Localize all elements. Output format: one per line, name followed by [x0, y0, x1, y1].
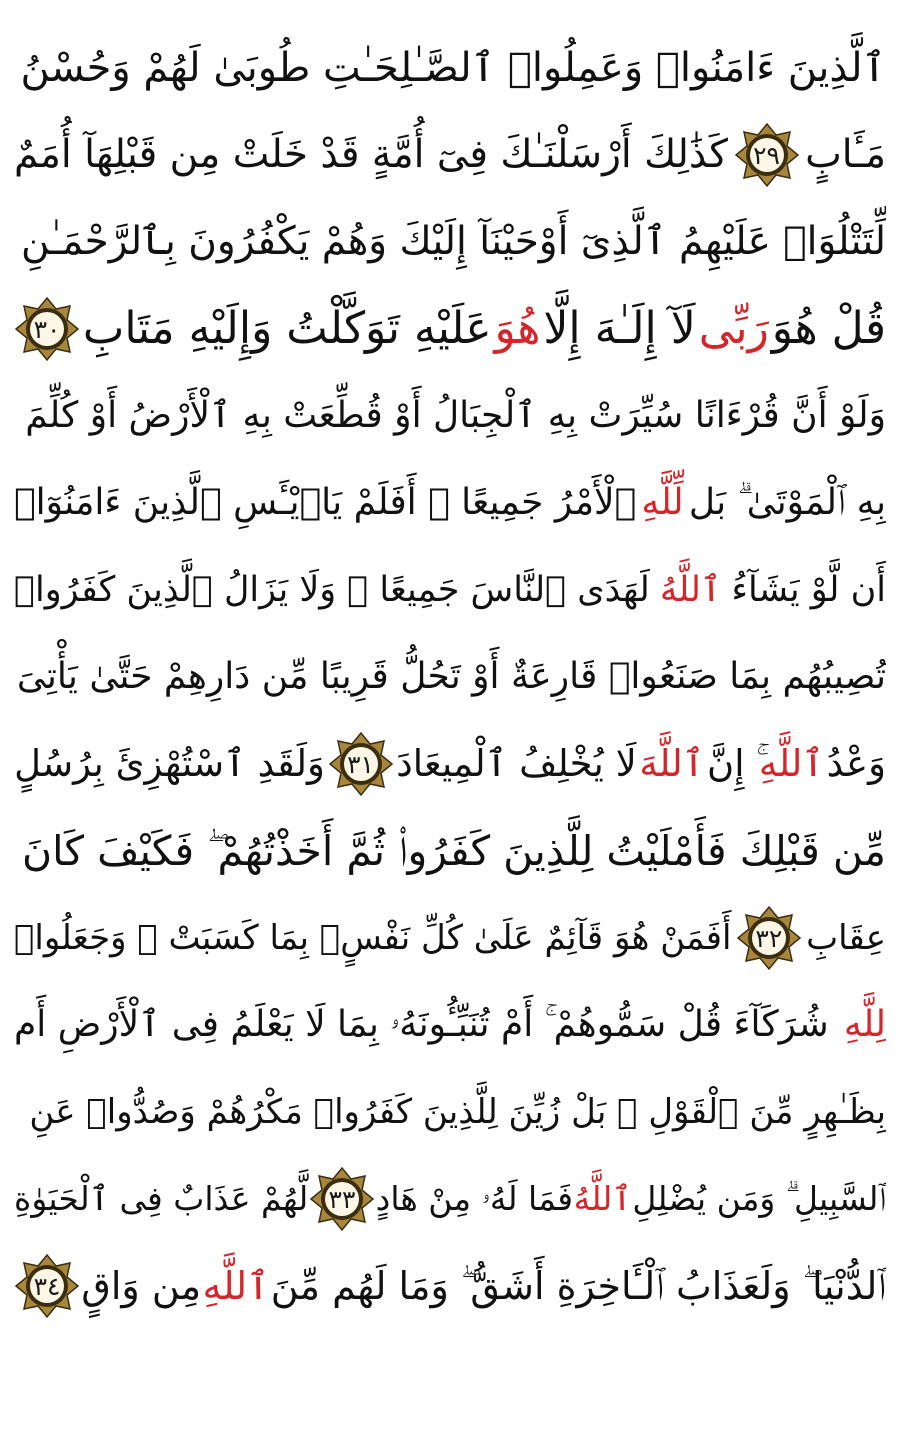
verse-line [14, 200, 886, 284]
verse-line [14, 548, 886, 632]
ayah-number: ٣٤ [33, 1271, 61, 1301]
ayah-number-marker [309, 1166, 375, 1232]
verse-text: ٱلدُّنْيَا ۖ وَلَعَذَابُ ٱلْـَٔاخِرَةِ أَشَقُّ ۖ وَمَا لَهُم مِّنَ [270, 1264, 886, 1308]
verse-text: ٱلَّذِينَ ءَامَنُوا۟ وَعَمِلُوا۟ ٱلصَّـٰلِحَـٰتِ طُوبَىٰ لَهُمْ وَحُسْنُ [20, 45, 886, 91]
verse-line [14, 113, 886, 197]
verse-line [14, 26, 886, 110]
divine-name-text: لِّلَّهِ [641, 482, 684, 523]
ayah-number: ٣٣ [328, 1184, 356, 1214]
verse-text: لِّتَتْلُوَا۟ عَلَيْهِمُ ٱلَّذِىٓ أَوْحَيْنَآ إِلَيْكَ وَهُمْ يَكْفُرُونَ بِٱلرَّحْمَـٰنِ [20, 219, 886, 264]
ayah-number-marker [328, 731, 394, 797]
verse-text: بِظَـٰهِرٍ مِّنَ ٱلْقَوْلِ ۗ بَلْ زُيِّنَ لِلَّذِينَ كَفَرُوا۟ مَكْرُهُمْ وَصُدُّوا۟ عَنِ [29, 1092, 886, 1132]
verse-text: وَلَقَدِ ٱسْتُهْزِئَ بِرُسُلٍ [14, 742, 325, 785]
verse-text: مِّن قَبْلِكَ فَأَمْلَيْتُ لِلَّذِينَ كَفَرُوا۟ ثُمَّ أَخَذْتُهُمْ ۖ فَكَيْفَ كَانَ [21, 827, 886, 875]
verse-line [14, 1157, 886, 1241]
divine-name-text: لِلَّهِ [843, 1004, 886, 1045]
verse-line [14, 374, 886, 458]
verse-line [14, 287, 886, 371]
verse-text: عَلَيْهِ تَوَكَّلْتُ وَإِلَيْهِ مَتَابِ [82, 303, 492, 354]
verse-text: مِن وَاقٍ [81, 1264, 202, 1308]
verse-line [14, 896, 886, 980]
ayah-number-marker [14, 1253, 80, 1319]
verse-line [14, 983, 886, 1067]
verse-text: وَعْدُ [826, 742, 886, 785]
ayah-number: ٣٢ [755, 923, 783, 953]
divine-name-text: ٱللَّهُ [659, 570, 722, 610]
verse-text: مَـَٔابٍ [805, 132, 886, 177]
ayah-number-marker [736, 905, 802, 971]
verse-text: شُرَكَآءَ قُلْ سَمُّوهُمْ ۚ أَمْ تُنَبِّـُٔونَهُۥ بِمَا لَا يَعْلَمُ فِى ٱلْأَرْضِ أَم [14, 1004, 829, 1045]
verse-text: لَآ إِلَـٰهَ إِلَّا [543, 303, 696, 354]
verse-text: ۚ إِنَّ [707, 742, 757, 785]
verse-text: فَمَا لَهُۥ مِنْ هَادٍ [375, 1179, 573, 1218]
divine-name-text: ٱللَّهَ [639, 742, 705, 785]
divine-name-text: ٱللَّهُ [573, 1179, 632, 1218]
verse-text: وَلَوْ أَنَّ قُرْءَانًا سُيِّرَتْ بِهِ ٱلْجِبَالُ أَوْ قُطِّعَتْ بِهِ ٱلْأَرْضُ أَوْ كُلِّمَ [25, 395, 886, 436]
verse-text: تُصِيبُهُم بِمَا صَنَعُوا۟ قَارِعَةٌ أَوْ تَحُلُّ قَرِيبًا مِّن دَارِهِمْ حَتَّىٰ يَأْتِىَ [16, 656, 886, 697]
verse-text: كَذَٰلِكَ أَرْسَلْنَـٰكَ فِىٓ أُمَّةٍ قَدْ خَلَتْ مِن قَبْلِهَآ أُمَمٌ [14, 132, 728, 177]
verse-text: لَا يُخْلِفُ ٱلْمِيعَادَ [396, 742, 637, 785]
verse-text: بِهِ ٱلْمَوْتَىٰ ۗ بَل [688, 482, 886, 523]
verse-text: أَن لَّوْ يَشَآءُ [731, 570, 886, 610]
verse-text: عِقَابِ [806, 918, 886, 958]
ayah-number-marker [14, 296, 80, 362]
divine-name-text: رَبِّى [698, 303, 769, 354]
verse-text: لَّهُمْ عَذَابٌ فِى ٱلْحَيَوٰةِ [14, 1179, 309, 1218]
divine-name-text: ٱللَّهِ [758, 742, 824, 785]
divine-name-text: ٱللَّهِ [202, 1264, 270, 1308]
verse-line [14, 1244, 886, 1328]
ayah-number: ٣٠ [33, 314, 61, 344]
verse-text: لَهَدَى ٱلنَّاسَ جَمِيعًا ۗ وَلَا يَزَالُ ٱلَّذِينَ كَفَرُوا۟ [14, 570, 650, 610]
ayah-number-marker [734, 122, 800, 188]
verse-line [14, 722, 886, 806]
verse-text: ٱلْأَمْرُ جَمِيعًا ۗ أَفَلَمْ يَا۟يْـَٔسِ ٱلَّذِينَ ءَامَنُوٓا۟ [14, 482, 637, 523]
verse-line [14, 809, 886, 893]
divine-name-text: هُوَ [494, 303, 541, 354]
verse-text: أَفَمَنْ هُوَ قَآئِمٌ عَلَىٰ كُلِّ نَفْسٍۭ بِمَا كَسَبَتْ ۗ وَجَعَلُوا۟ [14, 918, 732, 958]
verse-line [14, 1070, 886, 1154]
ayah-number: ٣١ [347, 749, 374, 779]
verse-text: قُلْ هُوَ [771, 303, 886, 354]
ayah-number: ٢٩ [753, 140, 780, 170]
verse-line [14, 635, 886, 719]
verse-text: ٱلسَّبِيلِ ۗ وَمَن يُضْلِلِ [632, 1179, 886, 1218]
verse-line [14, 461, 886, 545]
